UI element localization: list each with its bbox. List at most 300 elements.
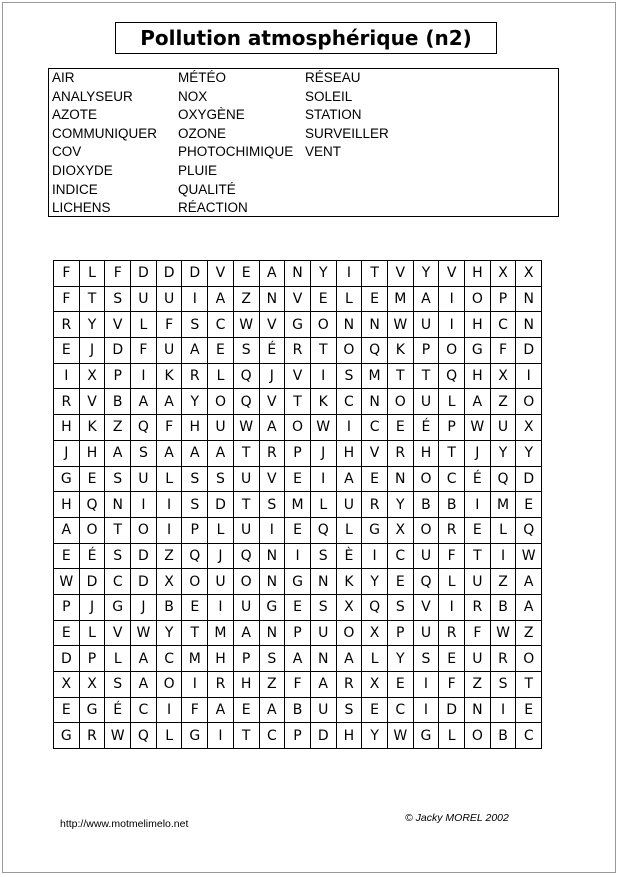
grid-cell[interactable]: S [490,672,516,698]
grid-cell[interactable]: H [54,492,80,518]
grid-cell[interactable]: G [105,594,131,620]
grid-cell[interactable]: Y [310,261,336,287]
grid-cell[interactable]: A [285,646,311,672]
grid-cell[interactable]: Q [131,723,157,749]
grid-cell[interactable]: N [259,569,285,595]
grid-cell[interactable]: E [516,697,542,723]
grid-cell[interactable]: E [387,415,413,441]
grid-cell[interactable]: E [285,466,311,492]
grid-cell[interactable]: F [182,697,208,723]
grid-cell[interactable]: F [156,415,182,441]
grid-cell[interactable]: H [413,440,439,466]
grid-cell[interactable]: H [336,723,362,749]
grid-cell[interactable]: A [516,569,542,595]
grid-cell[interactable]: V [105,620,131,646]
grid-cell[interactable]: P [285,723,311,749]
grid-cell[interactable]: O [413,466,439,492]
grid-cell[interactable]: P [387,620,413,646]
grid-cell[interactable]: U [465,646,491,672]
grid-cell[interactable]: D [156,261,182,287]
grid-cell[interactable]: V [439,261,465,287]
grid-cell[interactable]: I [131,363,157,389]
grid-cell[interactable]: T [465,543,491,569]
grid-cell[interactable]: È [336,543,362,569]
grid-cell[interactable]: S [105,286,131,312]
grid-cell[interactable]: B [439,492,465,518]
grid-cell[interactable]: É [413,415,439,441]
grid-cell[interactable]: E [54,543,80,569]
grid-cell[interactable]: Q [233,543,259,569]
grid-cell[interactable]: H [54,415,80,441]
grid-cell[interactable]: W [54,569,80,595]
grid-cell[interactable]: Y [516,440,542,466]
grid-cell[interactable]: C [387,543,413,569]
grid-cell[interactable]: S [105,466,131,492]
grid-cell[interactable]: A [336,646,362,672]
grid-cell[interactable]: G [285,569,311,595]
grid-cell[interactable]: A [208,697,234,723]
grid-cell[interactable]: I [439,286,465,312]
grid-cell[interactable]: K [387,338,413,364]
grid-cell[interactable]: L [208,517,234,543]
grid-cell[interactable]: V [79,389,105,415]
grid-cell[interactable]: Y [79,312,105,338]
grid-cell[interactable]: F [285,672,311,698]
grid-cell[interactable]: I [336,261,362,287]
grid-cell[interactable]: D [439,697,465,723]
grid-cell[interactable]: Q [131,415,157,441]
grid-cell[interactable]: N [516,286,542,312]
grid-cell[interactable]: R [285,338,311,364]
grid-cell[interactable]: C [516,723,542,749]
grid-cell[interactable]: G [413,723,439,749]
grid-cell[interactable]: X [490,261,516,287]
grid-cell[interactable]: F [54,286,80,312]
grid-cell[interactable]: B [490,723,516,749]
grid-cell[interactable]: J [131,594,157,620]
grid-cell[interactable]: N [336,312,362,338]
grid-cell[interactable]: A [208,440,234,466]
grid-cell[interactable]: C [259,723,285,749]
grid-cell[interactable]: R [362,492,388,518]
grid-cell[interactable]: I [182,286,208,312]
grid-cell[interactable]: A [259,697,285,723]
grid-cell[interactable]: T [233,492,259,518]
grid-cell[interactable]: D [105,338,131,364]
grid-cell[interactable]: N [105,492,131,518]
grid-cell[interactable]: L [131,312,157,338]
grid-cell[interactable]: S [259,646,285,672]
grid-cell[interactable]: I [465,492,491,518]
grid-cell[interactable]: X [516,261,542,287]
grid-cell[interactable]: I [156,492,182,518]
grid-cell[interactable]: G [465,338,491,364]
grid-cell[interactable]: I [310,363,336,389]
grid-cell[interactable]: D [516,338,542,364]
grid-cell[interactable]: Q [233,363,259,389]
grid-cell[interactable]: X [79,363,105,389]
grid-cell[interactable]: U [208,569,234,595]
grid-cell[interactable]: N [285,261,311,287]
grid-cell[interactable]: S [310,543,336,569]
grid-cell[interactable]: G [182,723,208,749]
grid-cell[interactable]: R [208,672,234,698]
grid-cell[interactable]: N [387,466,413,492]
grid-cell[interactable]: E [233,261,259,287]
grid-cell[interactable]: N [362,389,388,415]
grid-cell[interactable]: A [310,672,336,698]
grid-cell[interactable]: U [131,286,157,312]
grid-cell[interactable]: X [156,569,182,595]
grid-cell[interactable]: M [362,363,388,389]
grid-cell[interactable]: R [79,723,105,749]
grid-cell[interactable]: S [182,466,208,492]
grid-cell[interactable]: O [413,517,439,543]
grid-cell[interactable]: J [259,363,285,389]
grid-cell[interactable]: L [310,492,336,518]
grid-cell[interactable]: Z [465,672,491,698]
grid-cell[interactable]: Z [259,672,285,698]
grid-cell[interactable]: W [131,620,157,646]
grid-cell[interactable]: P [182,517,208,543]
grid-cell[interactable]: P [285,440,311,466]
grid-cell[interactable]: R [259,440,285,466]
grid-cell[interactable]: N [259,620,285,646]
grid-cell[interactable]: L [156,723,182,749]
grid-cell[interactable]: L [208,363,234,389]
grid-cell[interactable]: E [233,697,259,723]
grid-cell[interactable]: O [208,389,234,415]
grid-cell[interactable]: E [182,594,208,620]
grid-cell[interactable]: Q [182,543,208,569]
grid-cell[interactable]: S [259,492,285,518]
grid-cell[interactable]: L [105,646,131,672]
grid-cell[interactable]: E [516,492,542,518]
grid-cell[interactable]: V [208,261,234,287]
grid-cell[interactable]: E [285,594,311,620]
grid-cell[interactable]: J [310,440,336,466]
grid-cell[interactable]: L [439,569,465,595]
grid-cell[interactable]: É [105,697,131,723]
grid-cell[interactable]: B [413,492,439,518]
grid-cell[interactable]: H [336,440,362,466]
grid-cell[interactable]: E [387,672,413,698]
grid-cell[interactable]: Z [490,569,516,595]
grid-cell[interactable]: R [182,363,208,389]
grid-cell[interactable]: G [259,594,285,620]
grid-cell[interactable]: U [233,466,259,492]
grid-cell[interactable]: U [233,517,259,543]
grid-cell[interactable]: D [54,646,80,672]
grid-cell[interactable]: N [259,286,285,312]
grid-cell[interactable]: E [208,338,234,364]
grid-cell[interactable]: A [233,620,259,646]
grid-cell[interactable]: T [310,338,336,364]
grid-cell[interactable]: D [131,261,157,287]
grid-cell[interactable]: B [105,389,131,415]
grid-cell[interactable]: L [490,517,516,543]
grid-cell[interactable]: B [285,697,311,723]
grid-cell[interactable]: U [156,286,182,312]
grid-cell[interactable]: V [259,312,285,338]
grid-cell[interactable]: U [310,620,336,646]
grid-cell[interactable]: D [131,569,157,595]
grid-cell[interactable]: L [156,466,182,492]
grid-cell[interactable]: H [208,646,234,672]
grid-cell[interactable]: Z [105,415,131,441]
grid-cell[interactable]: W [310,415,336,441]
grid-cell[interactable]: É [79,543,105,569]
grid-cell[interactable]: R [336,672,362,698]
grid-cell[interactable]: Q [413,569,439,595]
grid-cell[interactable]: A [105,440,131,466]
grid-cell[interactable]: U [208,415,234,441]
grid-cell[interactable]: L [79,261,105,287]
grid-cell[interactable]: X [54,672,80,698]
grid-cell[interactable]: M [208,620,234,646]
grid-cell[interactable]: A [259,261,285,287]
grid-cell[interactable]: L [336,286,362,312]
grid-cell[interactable]: D [208,492,234,518]
grid-cell[interactable]: Q [490,466,516,492]
grid-cell[interactable]: M [182,646,208,672]
grid-cell[interactable]: O [182,569,208,595]
grid-cell[interactable]: U [413,312,439,338]
grid-cell[interactable]: A [156,440,182,466]
grid-cell[interactable]: W [387,723,413,749]
grid-cell[interactable]: Q [516,517,542,543]
grid-cell[interactable]: N [310,646,336,672]
grid-cell[interactable]: I [310,466,336,492]
grid-cell[interactable]: H [182,415,208,441]
grid-cell[interactable]: U [233,594,259,620]
grid-cell[interactable]: N [362,312,388,338]
grid-cell[interactable]: N [465,697,491,723]
grid-cell[interactable]: O [233,569,259,595]
grid-cell[interactable]: E [310,286,336,312]
grid-cell[interactable]: I [259,517,285,543]
grid-cell[interactable]: I [208,723,234,749]
grid-cell[interactable]: J [465,440,491,466]
grid-cell[interactable]: F [439,543,465,569]
grid-cell[interactable]: H [465,312,491,338]
grid-cell[interactable]: W [105,723,131,749]
grid-cell[interactable]: V [285,286,311,312]
grid-cell[interactable]: T [233,723,259,749]
grid-cell[interactable]: I [413,672,439,698]
grid-cell[interactable]: A [131,672,157,698]
grid-cell[interactable]: T [285,389,311,415]
grid-cell[interactable]: U [413,620,439,646]
grid-cell[interactable]: R [439,517,465,543]
grid-cell[interactable]: P [490,286,516,312]
grid-cell[interactable]: M [387,286,413,312]
grid-cell[interactable]: T [439,440,465,466]
grid-cell[interactable]: O [131,517,157,543]
grid-cell[interactable]: T [105,517,131,543]
grid-cell[interactable]: F [156,312,182,338]
grid-cell[interactable]: X [79,672,105,698]
grid-cell[interactable]: W [490,620,516,646]
grid-cell[interactable]: Y [387,492,413,518]
grid-cell[interactable]: V [387,261,413,287]
grid-cell[interactable]: U [310,697,336,723]
grid-cell[interactable]: X [362,620,388,646]
grid-cell[interactable]: O [465,286,491,312]
grid-cell[interactable]: Q [362,338,388,364]
grid-cell[interactable]: J [79,594,105,620]
grid-cell[interactable]: I [182,672,208,698]
grid-cell[interactable]: C [387,697,413,723]
grid-cell[interactable]: U [336,492,362,518]
grid-cell[interactable]: D [182,261,208,287]
grid-cell[interactable]: O [439,338,465,364]
grid-cell[interactable]: A [131,646,157,672]
grid-cell[interactable]: R [54,389,80,415]
grid-cell[interactable]: S [105,543,131,569]
grid-cell[interactable]: R [465,594,491,620]
grid-cell[interactable]: L [79,620,105,646]
grid-cell[interactable]: E [54,620,80,646]
grid-cell[interactable]: F [131,338,157,364]
grid-cell[interactable]: J [54,440,80,466]
grid-cell[interactable]: O [79,517,105,543]
grid-cell[interactable]: T [516,672,542,698]
grid-cell[interactable]: H [465,261,491,287]
grid-cell[interactable]: B [490,594,516,620]
grid-cell[interactable]: E [465,517,491,543]
grid-cell[interactable]: W [387,312,413,338]
grid-cell[interactable]: P [413,338,439,364]
grid-cell[interactable]: Z [233,286,259,312]
grid-cell[interactable]: N [516,312,542,338]
grid-cell[interactable]: D [310,723,336,749]
grid-cell[interactable]: I [516,363,542,389]
grid-cell[interactable]: A [413,286,439,312]
grid-cell[interactable]: O [156,672,182,698]
grid-cell[interactable]: I [362,543,388,569]
grid-cell[interactable]: O [465,723,491,749]
grid-cell[interactable]: I [156,697,182,723]
grid-cell[interactable]: A [54,517,80,543]
grid-cell[interactable]: T [387,363,413,389]
grid-cell[interactable]: W [233,415,259,441]
grid-cell[interactable]: N [310,569,336,595]
grid-cell[interactable]: F [439,672,465,698]
grid-cell[interactable]: I [490,697,516,723]
grid-cell[interactable]: I [439,594,465,620]
grid-cell[interactable]: S [387,594,413,620]
grid-cell[interactable]: Q [362,594,388,620]
grid-cell[interactable]: A [131,389,157,415]
grid-cell[interactable]: A [259,415,285,441]
grid-cell[interactable]: É [259,338,285,364]
grid-cell[interactable]: A [208,286,234,312]
grid-cell[interactable]: V [259,389,285,415]
grid-cell[interactable]: L [439,389,465,415]
grid-cell[interactable]: I [54,363,80,389]
grid-cell[interactable]: X [490,363,516,389]
grid-cell[interactable]: P [79,646,105,672]
grid-cell[interactable]: Y [362,569,388,595]
grid-cell[interactable]: I [439,312,465,338]
grid-cell[interactable]: G [79,697,105,723]
grid-cell[interactable]: J [208,543,234,569]
grid-cell[interactable]: X [387,517,413,543]
grid-cell[interactable]: T [233,440,259,466]
grid-cell[interactable]: O [516,646,542,672]
grid-cell[interactable]: F [465,620,491,646]
grid-cell[interactable]: V [259,466,285,492]
grid-cell[interactable]: Z [490,389,516,415]
grid-cell[interactable]: E [439,646,465,672]
grid-cell[interactable]: Y [156,620,182,646]
grid-cell[interactable]: U [465,569,491,595]
grid-cell[interactable]: G [54,723,80,749]
grid-cell[interactable]: E [54,697,80,723]
grid-cell[interactable]: P [233,646,259,672]
grid-cell[interactable]: U [156,338,182,364]
grid-cell[interactable]: V [413,594,439,620]
grid-cell[interactable]: S [105,672,131,698]
grid-cell[interactable]: F [105,261,131,287]
grid-cell[interactable]: N [259,543,285,569]
grid-cell[interactable]: C [490,312,516,338]
grid-cell[interactable]: U [131,466,157,492]
grid-cell[interactable]: Q [79,492,105,518]
grid-cell[interactable]: W [516,543,542,569]
grid-cell[interactable]: R [54,312,80,338]
grid-cell[interactable]: S [182,492,208,518]
grid-cell[interactable]: C [156,646,182,672]
grid-cell[interactable]: V [362,440,388,466]
grid-cell[interactable]: S [413,646,439,672]
grid-cell[interactable]: C [131,697,157,723]
grid-cell[interactable]: O [336,338,362,364]
grid-cell[interactable]: M [285,492,311,518]
grid-cell[interactable]: B [156,594,182,620]
grid-cell[interactable]: D [131,543,157,569]
grid-cell[interactable]: G [362,517,388,543]
grid-cell[interactable]: K [79,415,105,441]
grid-cell[interactable]: Y [490,440,516,466]
grid-cell[interactable]: V [105,312,131,338]
grid-cell[interactable]: A [465,389,491,415]
grid-cell[interactable]: T [79,286,105,312]
grid-cell[interactable]: I [208,594,234,620]
grid-cell[interactable]: R [387,440,413,466]
grid-cell[interactable]: P [439,415,465,441]
grid-cell[interactable]: A [156,389,182,415]
grid-cell[interactable]: M [490,492,516,518]
grid-cell[interactable]: S [336,697,362,723]
grid-cell[interactable]: G [285,312,311,338]
grid-cell[interactable]: O [310,312,336,338]
grid-cell[interactable]: D [516,466,542,492]
grid-cell[interactable]: A [516,594,542,620]
grid-cell[interactable]: E [79,466,105,492]
grid-cell[interactable]: E [362,466,388,492]
grid-cell[interactable]: U [413,389,439,415]
grid-cell[interactable]: C [336,389,362,415]
grid-cell[interactable]: K [310,389,336,415]
grid-cell[interactable]: S [131,440,157,466]
grid-cell[interactable]: X [362,672,388,698]
grid-cell[interactable]: K [336,569,362,595]
grid-cell[interactable]: R [439,620,465,646]
grid-cell[interactable]: O [387,389,413,415]
grid-cell[interactable]: H [79,440,105,466]
